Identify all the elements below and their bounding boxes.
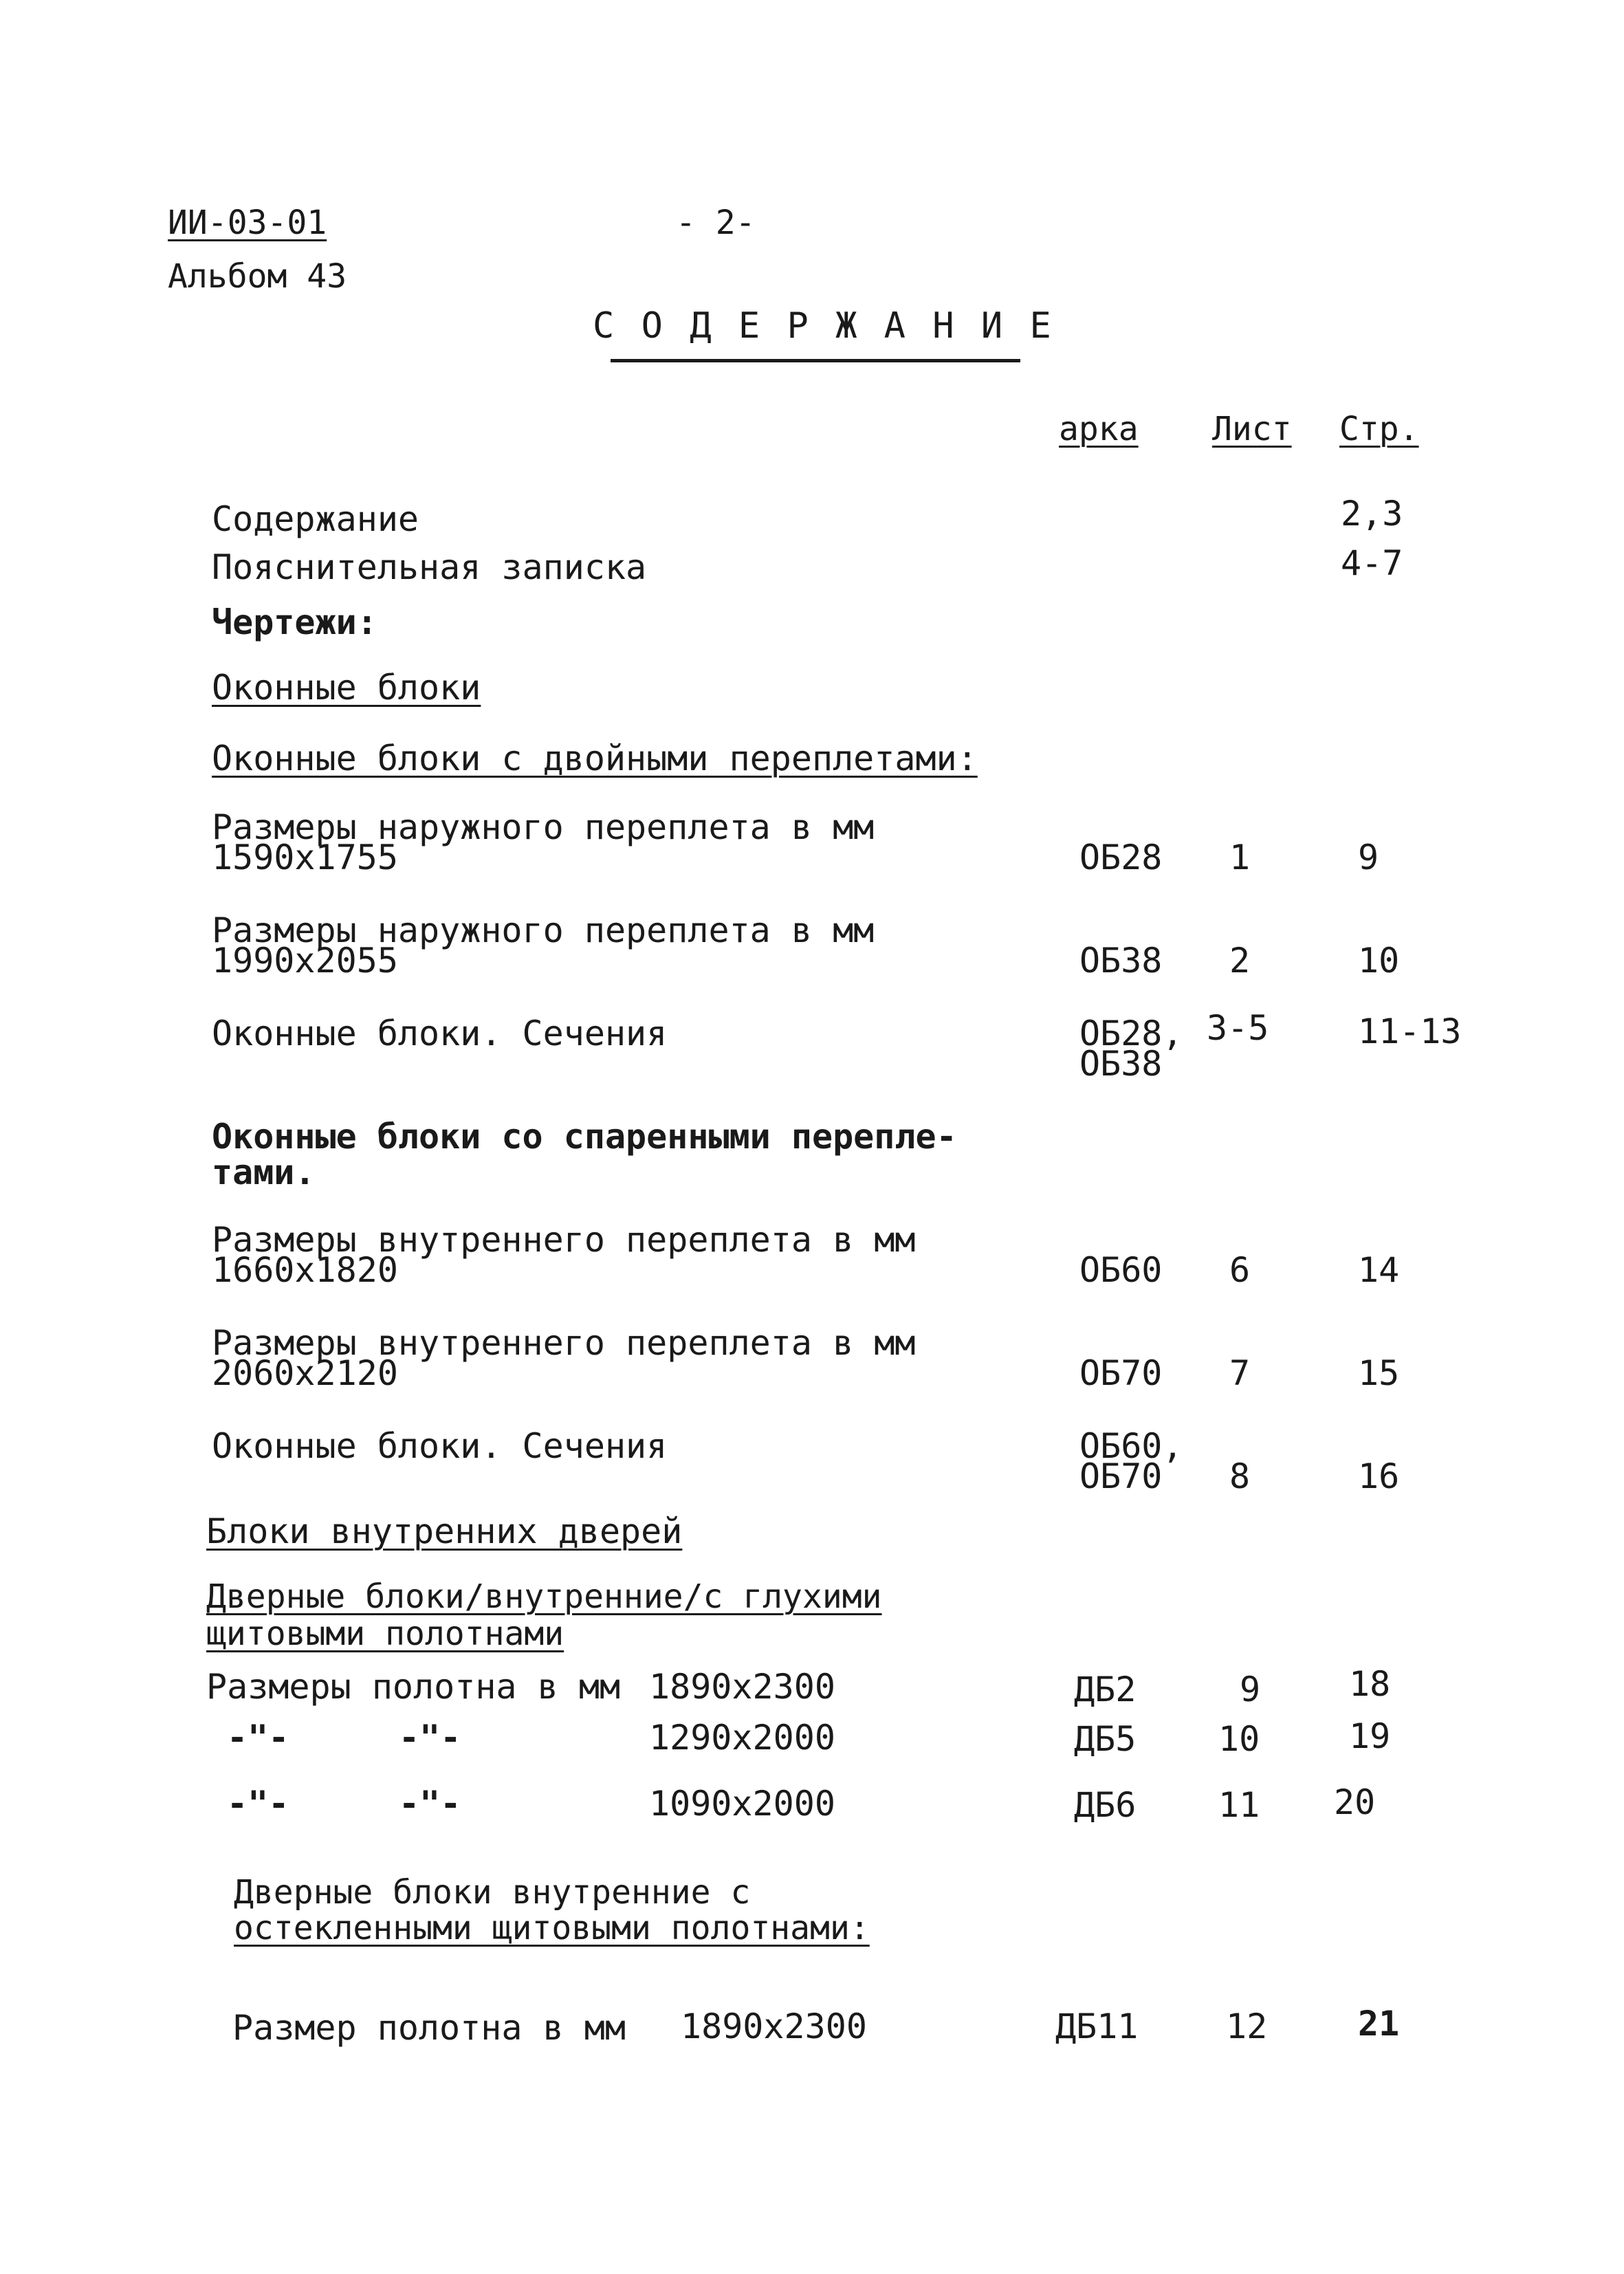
door-row-mark: ДБ5: [1074, 1719, 1137, 1759]
page-title: С О Д Е Р Ж А Н И Е: [593, 305, 1054, 347]
column-header-sheet: Лист: [1212, 410, 1292, 448]
column-header-page: Стр.: [1339, 410, 1419, 448]
toc-entry-label: Пояснительная записка: [212, 547, 647, 587]
toc-row-mark: ОБ60: [1079, 1250, 1163, 1290]
toc-row-size: 1660х1820: [212, 1250, 398, 1290]
toc-row-page: 10: [1358, 941, 1400, 981]
section-heading-double-frames: Оконные блоки с двойными переплетами:: [212, 739, 978, 778]
toc-row-sheet: 7: [1229, 1353, 1251, 1393]
toc-row-description: Оконные блоки. Сечения: [212, 1426, 668, 1466]
toc-row-page: 9: [1358, 838, 1379, 877]
toc-row-size: 1990х2055: [212, 941, 398, 981]
toc-row-page: 16: [1358, 1456, 1400, 1496]
toc-row-size: 1590х1755: [212, 838, 398, 877]
door-row-size: 1090х2000: [649, 1784, 835, 1824]
toc-row-mark: ОБ28,: [1079, 1014, 1183, 1053]
toc-entry-page: 2,3: [1341, 494, 1403, 534]
toc-row-sheet: 3-5: [1207, 1008, 1269, 1048]
glazed-row-page: 21: [1358, 2004, 1400, 2044]
door-row-ditto: -"-: [399, 1718, 461, 1758]
toc-row-mark: ОБ38: [1079, 1044, 1163, 1084]
toc-row-mark: ОБ60,: [1079, 1426, 1183, 1466]
door-row-sheet: 9: [1240, 1670, 1261, 1709]
section-heading-interior-doors: Блоки внутренних дверей: [206, 1511, 683, 1551]
section-heading-window-blocks: Оконные блоки: [212, 668, 481, 708]
door-row-sheet: 11: [1218, 1785, 1260, 1825]
toc-row-page: 11-13: [1358, 1012, 1462, 1051]
glazed-row-sheet: 12: [1226, 2007, 1268, 2046]
toc-entry-label: Содержание: [212, 499, 419, 539]
door-row-page: 20: [1334, 1782, 1376, 1822]
toc-row-description: Размеры наружного переплета в мм: [212, 807, 875, 847]
section-heading-paired-frames: Оконные блоки со спаренными перепле-: [212, 1117, 957, 1157]
glazed-row-size: 1890х2300: [681, 2007, 867, 2046]
door-row-size: 1290х2000: [649, 1718, 835, 1758]
door-row-sheet: 10: [1218, 1719, 1260, 1759]
toc-row-size: 2060х2120: [212, 1353, 398, 1393]
section-heading-blind-doors-cont: щитовыми полотнами: [206, 1615, 564, 1653]
page-number: - 2-: [676, 204, 756, 242]
column-header-mark: арка: [1059, 410, 1139, 448]
document-code: ИИ-03-01: [168, 204, 327, 242]
toc-row-page: 15: [1358, 1353, 1400, 1393]
glazed-row-mark: ДБ11: [1055, 2007, 1139, 2046]
section-heading-paired-frames-cont: тами.: [212, 1152, 316, 1192]
toc-row-description: Размеры наружного переплета в мм: [212, 910, 875, 950]
door-row-ditto: -"-: [227, 1718, 289, 1758]
door-row-mark: ДБ2: [1074, 1670, 1137, 1709]
toc-row-sheet: 8: [1229, 1456, 1251, 1496]
toc-row-sheet: 2: [1229, 941, 1251, 981]
door-row-ditto: -"-: [399, 1784, 461, 1824]
toc-row-sheet: 6: [1229, 1250, 1251, 1290]
door-row-page: 19: [1349, 1716, 1391, 1756]
title-underline: [611, 359, 1020, 362]
glazed-row-label: Размер полотна в мм: [232, 2008, 626, 2048]
section-heading-glazed-doors-cont: остекленными щитовыми полотнами:: [234, 1909, 870, 1947]
toc-row-mark: ОБ38: [1079, 941, 1163, 981]
toc-row-mark: ОБ28: [1079, 838, 1163, 877]
door-row-label: Размеры полотна в мм: [206, 1667, 621, 1707]
door-row-mark: ДБ6: [1074, 1785, 1137, 1825]
toc-row-sheet: 1: [1229, 838, 1251, 877]
toc-row-mark: ОБ70: [1079, 1353, 1163, 1393]
toc-entry-page: 4-7: [1341, 543, 1403, 583]
door-row-page: 18: [1349, 1664, 1391, 1704]
section-heading-blind-doors: Дверные блоки/внутренние/с глухими: [206, 1577, 882, 1616]
toc-row-mark: ОБ70: [1079, 1456, 1163, 1496]
section-heading-glazed-doors: Дверные блоки внутренние с: [234, 1873, 751, 1912]
door-row-ditto: -"-: [227, 1784, 289, 1824]
toc-row-description: Размеры внутреннего переплета в мм: [212, 1323, 916, 1363]
drawings-heading: Чертежи:: [212, 602, 377, 642]
toc-row-description: Оконные блоки. Сечения: [212, 1014, 668, 1053]
toc-row-description: Размеры внутреннего переплета в мм: [212, 1220, 916, 1260]
album-number: Альбом 43: [168, 257, 347, 296]
door-row-size: 1890х2300: [649, 1667, 835, 1707]
toc-row-page: 14: [1358, 1250, 1400, 1290]
